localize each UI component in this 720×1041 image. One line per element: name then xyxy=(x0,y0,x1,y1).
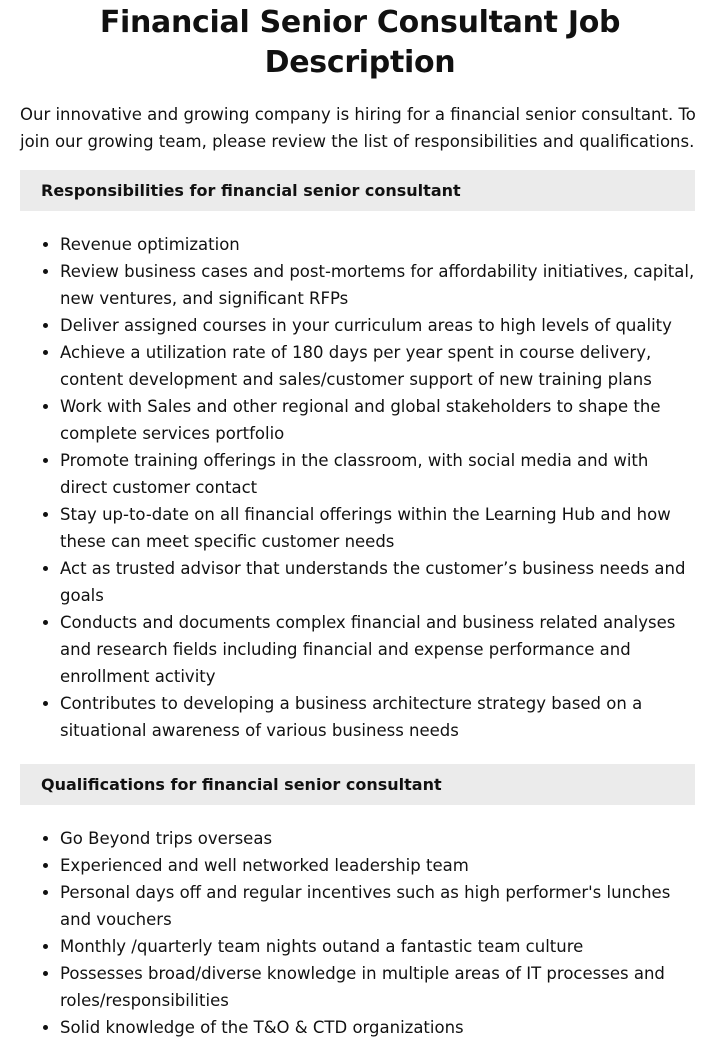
list-item: • Possesses broad/diverse knowledge in multiple areas of IT processes and roles/responsibilities xyxy=(60,960,700,1014)
list-item: • Monthly /quarterly team nights outand a fantastic team culture xyxy=(60,933,700,960)
qualifications-section xyxy=(0,764,720,1041)
list-item: • Review business cases and post-mortems for affordability initiatives, capital, new ventures, and significant RFPs xyxy=(60,258,700,312)
qualifications-list xyxy=(0,825,700,1041)
list-item: • Go Beyond trips overseas xyxy=(60,825,700,852)
list-item: • Deliver assigned courses in your curriculum areas to high levels of quality xyxy=(60,312,700,339)
section-heading: Responsibilities for financial senior consultant xyxy=(20,170,695,211)
list-item: • Achieve a utilization rate of 180 days per year spent in course delivery, content development and sales/customer support of new training plans xyxy=(60,339,700,393)
list-item: • Solid knowledge of the T&O & CTD organizations xyxy=(60,1014,700,1041)
list-item: • Conducts and documents complex financial and business related analyses and research fields including financial and expense performance and enrollment activity xyxy=(60,609,700,690)
list-item: • Contributes to developing a business architecture strategy based on a situational awareness of various business needs xyxy=(60,690,700,744)
list-item: • Experienced and well networked leadership team xyxy=(60,852,700,879)
responsibilities-list xyxy=(0,231,700,744)
page-title: Financial Senior Consultant Job Description xyxy=(99,5,621,80)
list-item: • Revenue optimization xyxy=(60,231,700,258)
intro-paragraph: Our innovative and growing company is hiring for a financial senior consultant. To join our growing team, please review the list of responsibilities and qualifications. xyxy=(20,105,696,151)
list-item: • Promote training offerings in the classroom, with social media and with direct customer contact xyxy=(60,447,700,501)
list-item: • Work with Sales and other regional and global stakeholders to shape the complete services portfolio xyxy=(60,393,700,447)
list-item: • Personal days off and regular incentives such as high performer's lunches and vouchers xyxy=(60,879,700,933)
list-item: • Act as trusted advisor that understands the customer’s business needs and goals xyxy=(60,555,700,609)
section-heading: Qualifications for financial senior consultant xyxy=(20,764,695,805)
responsibilities-section xyxy=(0,170,720,744)
list-item: • Stay up-to-date on all financial offerings within the Learning Hub and how these can meet specific customer needs xyxy=(60,501,700,555)
